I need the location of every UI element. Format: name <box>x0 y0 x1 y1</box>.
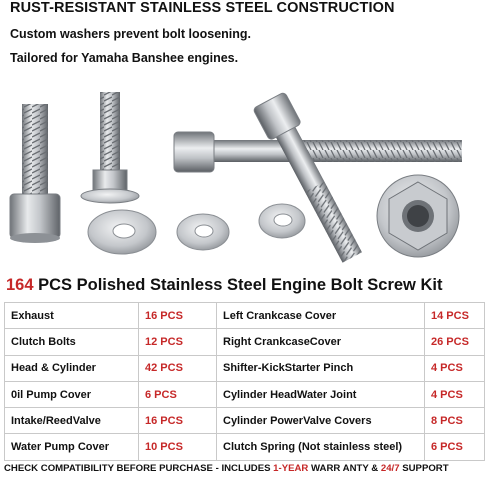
part-quantity: 16 PCS <box>139 408 217 434</box>
table-row <box>5 434 485 460</box>
washer-small <box>259 204 305 238</box>
part-quantity: 4 PCS <box>425 355 485 381</box>
parts-table <box>4 302 485 461</box>
socket-cap-bolt-left <box>10 104 60 243</box>
header-title: RUST-RESISTANT STAINLESS STEEL CONSTRUCTION <box>10 0 395 16</box>
flange-nut <box>377 175 459 257</box>
notice-text: CHECK COMPATIBILITY BEFORE PURCHASE - INCLUDES <box>4 463 274 474</box>
kit-piece-count: 164 <box>6 276 34 294</box>
part-name: Cylinder HeadWater Joint <box>217 381 425 407</box>
washer-large <box>88 210 156 254</box>
part-quantity: 14 PCS <box>425 303 485 329</box>
part-name: Left Crankcase Cover <box>217 303 425 329</box>
part-name: Intake/ReedValve <box>5 408 139 434</box>
part-quantity: 10 PCS <box>139 434 217 460</box>
kit-title-text: PCS Polished Stainless Steel Engine Bolt Screw Kit <box>33 276 443 294</box>
product-photo <box>0 78 488 268</box>
flange-bolt <box>81 92 139 203</box>
part-quantity: 8 PCS <box>425 408 485 434</box>
part-name: Shifter-KickStarter Pinch <box>217 355 425 381</box>
table-row <box>5 381 485 407</box>
compatibility-notice <box>4 463 484 474</box>
part-name: 0il Pump Cover <box>5 381 139 407</box>
notice-text: WARR ANTY & <box>308 463 381 474</box>
part-name: Clutch Spring (Not stainless steel) <box>217 434 425 460</box>
header-feature-fitment: Tailored for Yamaha Banshee engines. <box>10 51 239 65</box>
part-name: Cylinder PowerValve Covers <box>217 408 425 434</box>
table-row <box>5 329 485 355</box>
washer-medium <box>177 214 229 250</box>
part-name: Clutch Bolts <box>5 329 139 355</box>
part-quantity: 6 PCS <box>139 381 217 407</box>
part-name: Right CrankcaseCover <box>217 329 425 355</box>
part-quantity: 12 PCS <box>139 329 217 355</box>
part-quantity: 42 PCS <box>139 355 217 381</box>
table-row <box>5 408 485 434</box>
part-name: Head & Cylinder <box>5 355 139 381</box>
support-hours: 24/7 <box>380 463 400 474</box>
part-name: Water Pump Cover <box>5 434 139 460</box>
table-row <box>5 303 485 329</box>
part-quantity: 16 PCS <box>139 303 217 329</box>
warranty-term: 1-YEAR <box>273 463 309 474</box>
socket-cap-bolt-horizontal <box>174 132 462 172</box>
header-feature-washers: Custom washers prevent bolt loosening. <box>10 27 252 41</box>
part-quantity: 4 PCS <box>425 381 485 407</box>
table-row <box>5 355 485 381</box>
part-quantity: 6 PCS <box>425 434 485 460</box>
notice-text: SUPPORT <box>399 463 449 474</box>
part-name: Exhaust <box>5 303 139 329</box>
socket-cap-bolt-diagonal <box>253 92 368 266</box>
part-quantity: 26 PCS <box>425 329 485 355</box>
kit-title <box>6 276 484 295</box>
